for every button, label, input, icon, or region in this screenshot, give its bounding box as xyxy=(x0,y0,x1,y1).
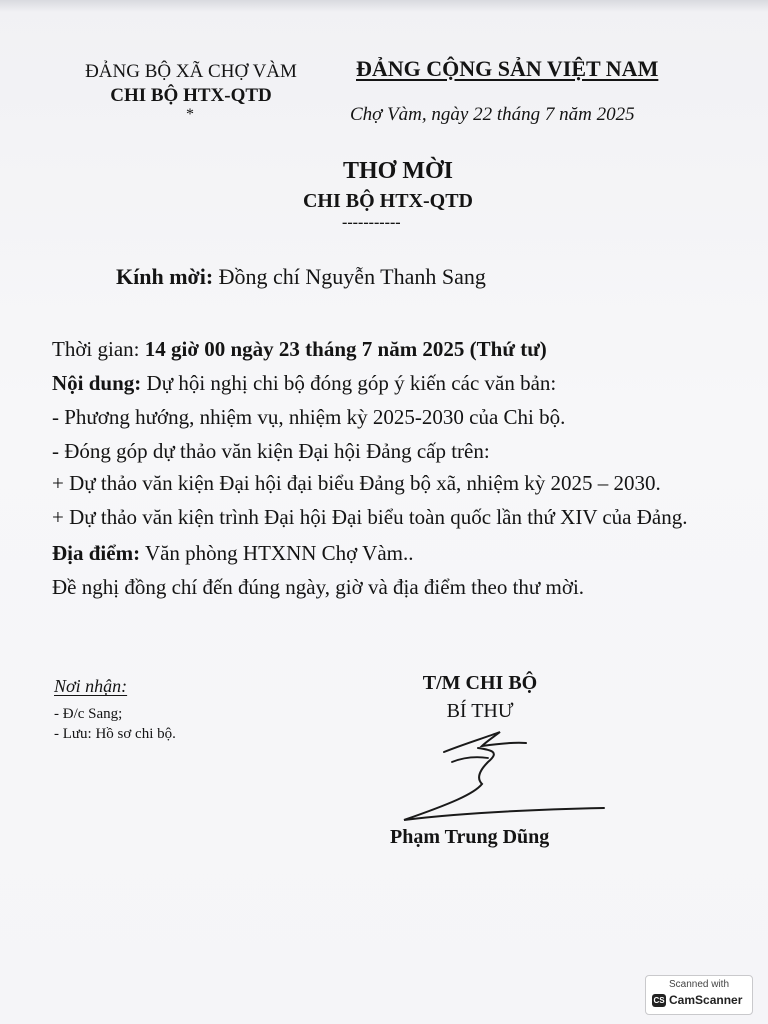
signature-position: BÍ THƯ xyxy=(446,700,514,722)
agenda-item-4: + Dự thảo văn kiện trình Đại hội Đại biểu toàn quốc lần thứ XIV của Đảng. xyxy=(52,505,688,529)
camscanner-logo-icon: CS xyxy=(653,996,665,1005)
org-line-2: CHI BỘ HTX-QTD xyxy=(110,85,272,106)
content-value: Dự hội nghị chi bộ đóng góp ý kiến các văn bản: xyxy=(141,371,557,395)
national-header: ĐẢNG CỘNG SẢN VIỆT NAM xyxy=(356,56,659,81)
time-value: 14 giờ 00 ngày 23 tháng 7 năm 2025 (Thứ tư) xyxy=(144,337,547,361)
content-line xyxy=(52,366,732,400)
invitee-line xyxy=(116,264,486,290)
org-star: * xyxy=(186,106,194,123)
request-line: Đề nghị đồng chí đến đúng ngày, giờ và địa điểm theo thư mời. xyxy=(52,575,585,599)
handwritten-signature xyxy=(392,722,612,826)
recipient-item: - Đ/c Sang; xyxy=(54,706,123,722)
invitation-body xyxy=(52,332,732,604)
place-date: Chợ Vàm, ngày 22 tháng 7 năm 2025 xyxy=(350,104,635,125)
scan-shadow xyxy=(0,0,768,12)
agenda-item-3: + Dự thảo văn kiện Đại hội đại biểu Đảng bộ xã, nhiệm kỳ 2025 – 2030. xyxy=(52,471,661,495)
watermark-brand: CamScanner xyxy=(669,993,743,1007)
watermark-caption: Scanned with xyxy=(668,979,730,990)
signature-on-behalf: T/M CHI BỘ xyxy=(422,672,538,694)
org-line-1: ĐẢNG BỘ XÃ CHỢ VÀM xyxy=(85,61,297,82)
location-value: Văn phòng HTXNN Chợ Vàm.. xyxy=(140,541,414,565)
recipients-label: Nơi nhận: xyxy=(54,676,128,696)
document-title: THƠ MỜI xyxy=(342,158,453,184)
invitee-label: Kính mời: xyxy=(116,264,214,289)
invitee-name: Đồng chí Nguyễn Thanh Sang xyxy=(213,264,486,289)
signer-name: Phạm Trung Dũng xyxy=(390,826,550,848)
camscanner-watermark xyxy=(645,975,753,1015)
document-subtitle: CHI BỘ HTX-QTD xyxy=(302,190,474,212)
time-line xyxy=(52,332,732,366)
agenda-item-1: - Phương hướng, nhiệm vụ, nhiệm kỳ 2025-2030 của Chi bộ. xyxy=(52,405,566,429)
location-label: Địa điểm: xyxy=(52,541,141,565)
location-line xyxy=(52,536,732,570)
issuing-organization xyxy=(60,60,322,108)
content-label: Nội dung: xyxy=(52,371,142,395)
time-label: Thời gian: xyxy=(52,337,145,361)
agenda-item-2: - Đóng góp dự thảo văn kiện Đại hội Đảng cấp trên: xyxy=(52,439,490,463)
recipient-item: - Lưu: Hồ sơ chi bộ. xyxy=(54,726,176,742)
title-divider: ----------- xyxy=(342,214,401,231)
